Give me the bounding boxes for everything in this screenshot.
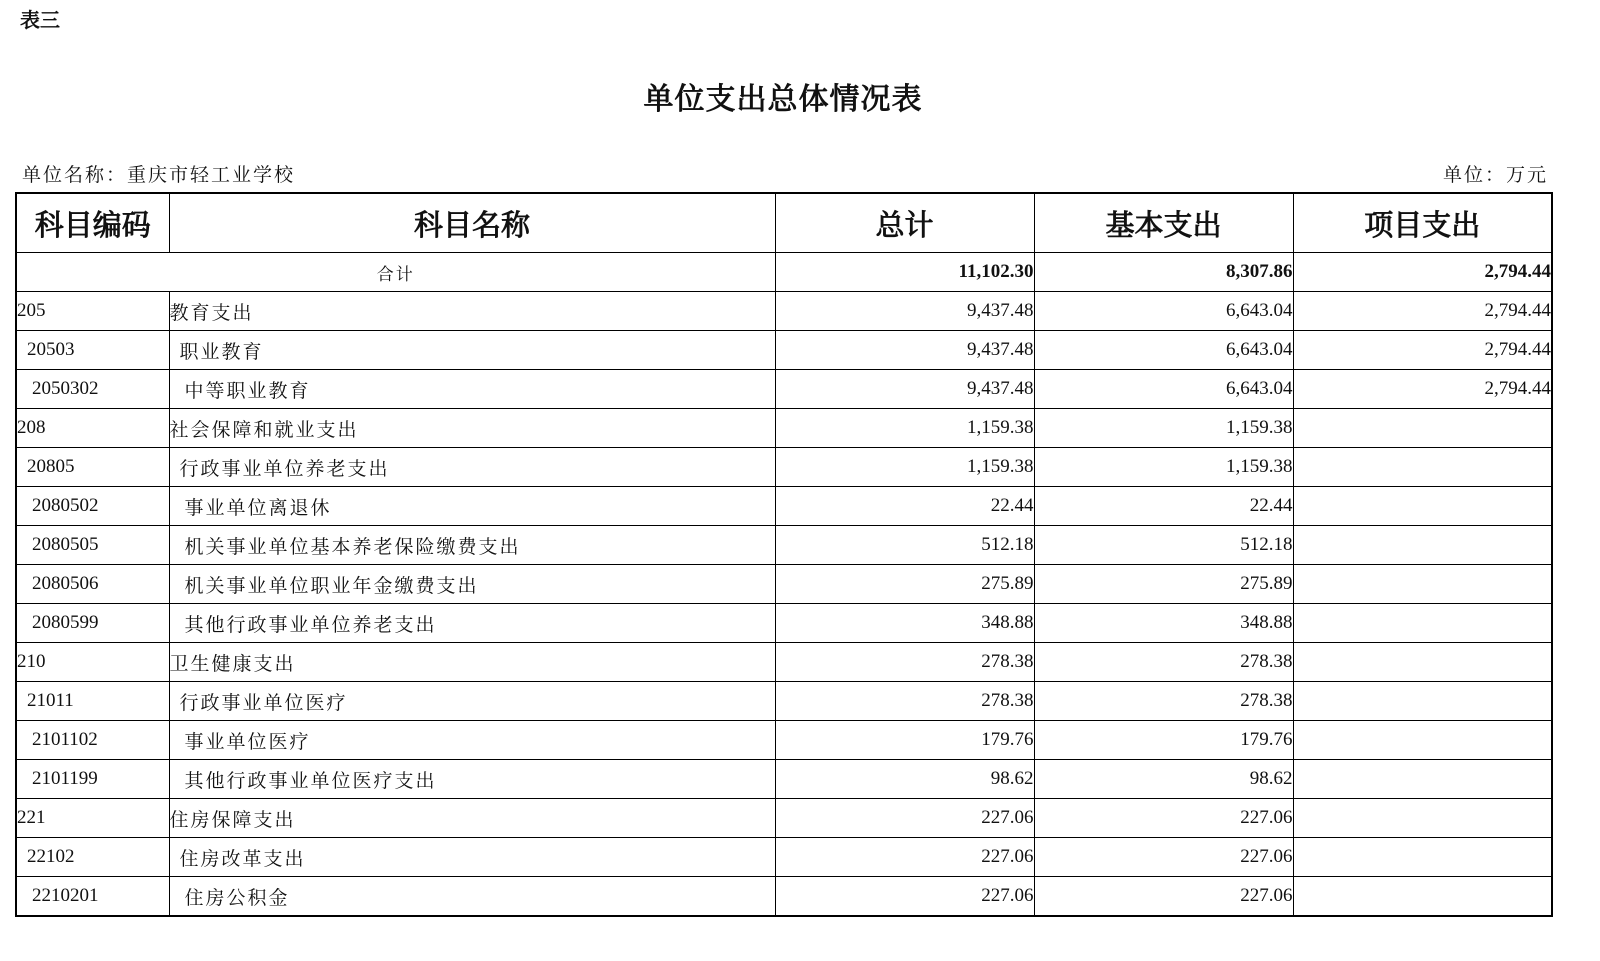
table-label: 表三 bbox=[20, 8, 60, 32]
project-amount bbox=[1293, 643, 1552, 682]
subject-name: 其他行政事业单位医疗支出 bbox=[169, 760, 775, 799]
project-amount bbox=[1293, 838, 1552, 877]
subject-code: 2080599 bbox=[16, 604, 169, 643]
table-row bbox=[16, 448, 1552, 487]
table-row bbox=[16, 331, 1552, 370]
column-header-basic: 基本支出 bbox=[1034, 193, 1293, 253]
table-row bbox=[16, 877, 1552, 917]
total-amount: 275.89 bbox=[775, 565, 1034, 604]
subject-code: 2101102 bbox=[16, 721, 169, 760]
subject-name: 职业教育 bbox=[169, 331, 775, 370]
subject-code: 2080505 bbox=[16, 526, 169, 565]
subject-code: 2080502 bbox=[16, 487, 169, 526]
total-amount: 348.88 bbox=[775, 604, 1034, 643]
subject-name: 住房公积金 bbox=[169, 877, 775, 917]
total-amount: 278.38 bbox=[775, 643, 1034, 682]
project-amount: 2,794.44 bbox=[1293, 370, 1552, 409]
project-amount bbox=[1293, 409, 1552, 448]
table-row bbox=[16, 604, 1552, 643]
total-amount: 227.06 bbox=[775, 799, 1034, 838]
subject-code: 2080506 bbox=[16, 565, 169, 604]
total-amount: 1,159.38 bbox=[775, 448, 1034, 487]
subject-name: 行政事业单位养老支出 bbox=[169, 448, 775, 487]
project-amount bbox=[1293, 487, 1552, 526]
subject-name: 事业单位离退休 bbox=[169, 487, 775, 526]
unit-measure: 单位：万元 bbox=[1442, 164, 1548, 186]
total-amount: 22.44 bbox=[775, 487, 1034, 526]
project-amount bbox=[1293, 565, 1552, 604]
basic-amount: 348.88 bbox=[1034, 604, 1293, 643]
basic-amount: 98.62 bbox=[1034, 760, 1293, 799]
project-amount bbox=[1293, 721, 1552, 760]
total-amount: 11,102.30 bbox=[775, 253, 1034, 292]
basic-amount: 6,643.04 bbox=[1034, 292, 1293, 331]
subject-name: 卫生健康支出 bbox=[169, 643, 775, 682]
subject-code: 21011 bbox=[16, 682, 169, 721]
total-amount: 227.06 bbox=[775, 838, 1034, 877]
total-row bbox=[16, 253, 1552, 292]
basic-amount: 227.06 bbox=[1034, 877, 1293, 917]
total-amount: 512.18 bbox=[775, 526, 1034, 565]
project-amount bbox=[1293, 526, 1552, 565]
subject-code: 208 bbox=[16, 409, 169, 448]
basic-amount: 278.38 bbox=[1034, 682, 1293, 721]
total-amount: 227.06 bbox=[775, 877, 1034, 917]
project-amount bbox=[1293, 877, 1552, 917]
subject-code: 20805 bbox=[16, 448, 169, 487]
subject-name: 机关事业单位职业年金缴费支出 bbox=[169, 565, 775, 604]
basic-amount: 22.44 bbox=[1034, 487, 1293, 526]
expenditure-table bbox=[15, 192, 1553, 917]
subject-name: 教育支出 bbox=[169, 292, 775, 331]
subject-name: 住房改革支出 bbox=[169, 838, 775, 877]
table-row bbox=[16, 721, 1552, 760]
basic-amount: 1,159.38 bbox=[1034, 409, 1293, 448]
project-amount: 2,794.44 bbox=[1293, 331, 1552, 370]
subject-code: 221 bbox=[16, 799, 169, 838]
subject-code: 2210201 bbox=[16, 877, 169, 917]
table-row bbox=[16, 760, 1552, 799]
project-amount bbox=[1293, 448, 1552, 487]
table-row bbox=[16, 409, 1552, 448]
basic-amount: 512.18 bbox=[1034, 526, 1293, 565]
basic-amount: 227.06 bbox=[1034, 799, 1293, 838]
subject-name: 中等职业教育 bbox=[169, 370, 775, 409]
subject-name: 其他行政事业单位养老支出 bbox=[169, 604, 775, 643]
table-row bbox=[16, 487, 1552, 526]
column-header-project: 项目支出 bbox=[1293, 193, 1552, 253]
total-amount: 9,437.48 bbox=[775, 292, 1034, 331]
page-title: 单位支出总体情况表 bbox=[643, 82, 923, 117]
total-amount: 9,437.48 bbox=[775, 370, 1034, 409]
total-label: 合计 bbox=[16, 253, 775, 292]
total-amount: 179.76 bbox=[775, 721, 1034, 760]
subject-code: 2050302 bbox=[16, 370, 169, 409]
subject-name: 事业单位医疗 bbox=[169, 721, 775, 760]
project-amount bbox=[1293, 760, 1552, 799]
total-basic-amount: 8,307.86 bbox=[1034, 253, 1293, 292]
subject-code: 22102 bbox=[16, 838, 169, 877]
total-amount: 278.38 bbox=[775, 682, 1034, 721]
subject-code: 2101199 bbox=[16, 760, 169, 799]
table-row bbox=[16, 799, 1552, 838]
subject-name: 行政事业单位医疗 bbox=[169, 682, 775, 721]
total-amount: 98.62 bbox=[775, 760, 1034, 799]
table-row bbox=[16, 682, 1552, 721]
table-header-row bbox=[16, 193, 1552, 253]
total-amount: 9,437.48 bbox=[775, 331, 1034, 370]
project-amount bbox=[1293, 682, 1552, 721]
table-row bbox=[16, 643, 1552, 682]
basic-amount: 275.89 bbox=[1034, 565, 1293, 604]
project-amount bbox=[1293, 799, 1552, 838]
unit-name: 单位名称：重庆市轻工业学校 bbox=[22, 164, 296, 186]
basic-amount: 278.38 bbox=[1034, 643, 1293, 682]
column-header-code: 科目编码 bbox=[16, 193, 169, 253]
subject-name: 社会保障和就业支出 bbox=[169, 409, 775, 448]
subject-code: 210 bbox=[16, 643, 169, 682]
project-amount bbox=[1293, 604, 1552, 643]
basic-amount: 1,159.38 bbox=[1034, 448, 1293, 487]
basic-amount: 6,643.04 bbox=[1034, 331, 1293, 370]
total-amount: 1,159.38 bbox=[775, 409, 1034, 448]
subject-name: 机关事业单位基本养老保险缴费支出 bbox=[169, 526, 775, 565]
subject-code: 20503 bbox=[16, 331, 169, 370]
table-row bbox=[16, 565, 1552, 604]
table-row bbox=[16, 370, 1552, 409]
project-amount: 2,794.44 bbox=[1293, 292, 1552, 331]
column-header-name: 科目名称 bbox=[169, 193, 775, 253]
column-header-total: 总计 bbox=[775, 193, 1034, 253]
table-row bbox=[16, 292, 1552, 331]
table-row bbox=[16, 526, 1552, 565]
basic-amount: 6,643.04 bbox=[1034, 370, 1293, 409]
total-project-amount: 2,794.44 bbox=[1293, 253, 1552, 292]
table-row bbox=[16, 838, 1552, 877]
basic-amount: 179.76 bbox=[1034, 721, 1293, 760]
basic-amount: 227.06 bbox=[1034, 838, 1293, 877]
subject-code: 205 bbox=[16, 292, 169, 331]
subject-name: 住房保障支出 bbox=[169, 799, 775, 838]
